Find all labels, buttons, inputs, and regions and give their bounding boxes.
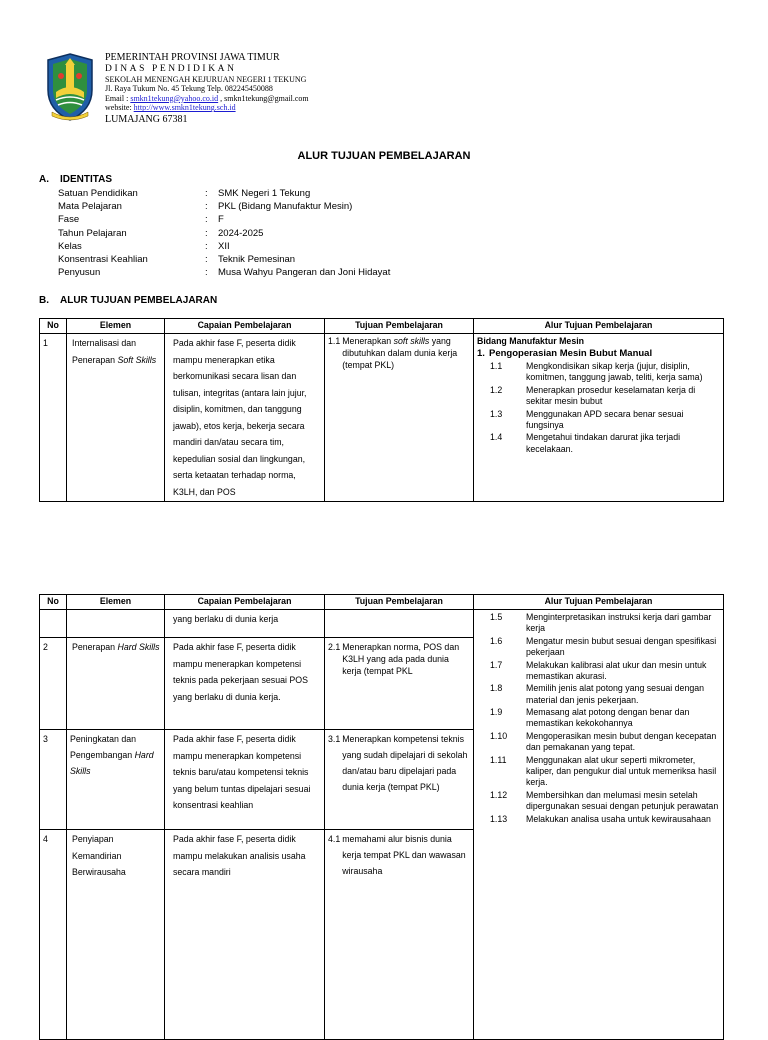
elemen-cell (67, 730, 165, 830)
section-a-title: IDENTITAS (60, 174, 113, 185)
row-number: 2 (40, 638, 67, 730)
alur-sub-number: 1. (477, 348, 485, 359)
alur-cell (474, 610, 724, 1040)
alur-item (477, 814, 720, 825)
alur-item-number: 1.5 (490, 612, 503, 622)
identity-row (58, 240, 390, 253)
agency-name: DINAS PENDIDIKAN (105, 64, 237, 74)
alur-item (477, 707, 720, 729)
alur-item-text: Mengkondisikan sikap kerja (jujur, disiplin, komitmen, tanggung jawab, teliti, kerja sama) (526, 361, 703, 383)
alur-item (477, 683, 720, 705)
elemen-cell: Penyiapan Kemandirian Berwirausaha (67, 830, 165, 1040)
tujuan-cell (325, 334, 474, 502)
alur-item-number: 1.11 (490, 754, 507, 765)
identity-row (58, 227, 390, 240)
identity-row (58, 200, 390, 213)
alur-item-text: Mengatur mesin bubut sesuai dengan spesifikasi pekerjaan (526, 635, 717, 657)
header-alur: Alur Tujuan Pembelajaran (474, 319, 724, 334)
table-row (40, 610, 724, 638)
tujuan-text: memahami alur bisnis dunia kerja tempat PKL dan wawasan wirausaha (342, 834, 466, 876)
header-tujuan: Tujuan Pembelajaran (325, 595, 474, 610)
alur-item-number: 1.7 (490, 659, 503, 670)
tujuan-cell (325, 730, 474, 830)
row-number: 1 (40, 334, 67, 502)
section-b-number: B. (39, 295, 49, 306)
alur-item-text: Melakukan analisa usaha untuk kewirausahaan (526, 813, 711, 824)
header-capaian: Capaian Pembelajaran (165, 595, 325, 610)
tujuan-item (328, 731, 470, 795)
elemen-text: Peningkatan dan Pengembangan (70, 734, 137, 760)
identity-label: Satuan Pendidikan (58, 188, 138, 199)
header-tujuan: Tujuan Pembelajaran (325, 319, 474, 334)
email-primary-link[interactable]: smkn1tekung@yahoo.co.id (130, 93, 219, 103)
elemen-text: Penerapan (72, 642, 118, 652)
atp-table-page-1 (39, 318, 724, 502)
identity-colon: : (205, 240, 208, 252)
elemen-cell (67, 610, 165, 638)
alur-item-number: 1.1 (490, 361, 503, 371)
identity-value: XII (218, 240, 230, 252)
identity-colon: : (205, 201, 208, 213)
alur-item (477, 612, 720, 634)
tujuan-number: 4.1 (328, 834, 341, 844)
alur-item-text: Memasang alat potong dengan benar dan memastikan kekokohannya (526, 707, 690, 729)
capaian-cell: Pada akhir fase F, peserta didik mampu menerapkan etika berkomunikasi secara lisan dan tulisan, integritas (antara lain jujur, disiplin, komitmen, dan tanggung jawab), etos kerja, bekerja secara mandiri dan/atau secara tim, kepedulian sosial dan lingkungan, serta ketaatan terhadap norma, K3LH, dan POS (165, 334, 325, 502)
east-java-emblem-icon (44, 52, 96, 122)
email-separator: , (220, 93, 223, 103)
alur-item-number: 1.4 (490, 432, 503, 443)
alur-item-number: 1.6 (490, 635, 503, 646)
alur-item-text: Menggunakan alat ukur seperti mikrometer, kaliper, dan pengukur dial untuk memeriksa hasil kerja. (526, 754, 717, 788)
section-b-title: ALUR TUJUAN PEMBELAJARAN (60, 295, 218, 306)
identity-label: Tahun Pelajaran (58, 227, 127, 239)
table-header-row (40, 595, 724, 610)
row-number: 4 (40, 830, 67, 1040)
alur-item-number: 1.13 (490, 813, 508, 824)
alur-item-text: Mengoperasikan mesin bubut dengan kecepatan dan pemakanan yang tepat. (526, 730, 717, 753)
identity-colon: : (205, 227, 208, 239)
table-header-row (40, 319, 724, 334)
alur-item-number: 1.10 (490, 730, 508, 741)
elemen-cell (67, 334, 165, 502)
alur-item-text: Menginterpretasikan instruksi kerja dari gambar kerja (526, 612, 712, 634)
tujuan-text-c: yang dibutuhkan dalam dunia kerja (tempat PKL) (342, 336, 458, 370)
website-label: website: (105, 103, 132, 113)
school-name: SEKOLAH MENENGAH KEJURUAN NEGERI 1 TEKUNG (105, 75, 307, 84)
identity-value: F (218, 214, 224, 226)
identity-label: Konsentrasi Keahlian (58, 253, 148, 265)
alur-item-number: 1.3 (490, 408, 503, 419)
alur-item (477, 409, 720, 431)
section-b-heading (39, 295, 217, 306)
alur-item (477, 731, 720, 753)
alur-heading: Bidang Manufaktur Mesin (477, 336, 585, 346)
alur-item-text: Menerapkan prosedur keselamatan kerja di sekitar mesin bubut (526, 384, 696, 406)
website-link[interactable]: http://www.smkn1tekung.sch.id (133, 103, 236, 113)
identity-colon: : (205, 253, 208, 265)
tujuan-text: Menerapkan norma, POS dan K3LH yang ada pada dunia kerja (tempat PKL (342, 642, 460, 676)
alur-item (477, 660, 720, 682)
elemen-italic-text: Hard Skills (117, 642, 160, 652)
identity-value: Teknik Pemesinan (218, 253, 296, 265)
identity-colon: : (205, 267, 208, 279)
government-name: PEMERINTAH PROVINSI JAWA TIMUR (105, 52, 280, 63)
identity-label: Kelas (58, 240, 82, 252)
header-elemen: Elemen (67, 319, 165, 334)
row-number (40, 610, 67, 638)
tujuan-item (328, 639, 470, 677)
alur-item (477, 385, 720, 407)
tujuan-cell (325, 610, 474, 638)
table-row (40, 334, 724, 502)
website-line (105, 103, 309, 112)
alur-sub-title: Pengoperasian Mesin Bubut Manual (489, 348, 653, 359)
identity-label: Mata Pelajaran (58, 201, 122, 213)
elemen-text: Internalisasi dan Penerapan (72, 338, 137, 365)
alur-item (477, 755, 720, 789)
tujuan-number: 1.1 (328, 336, 341, 346)
capaian-cell: yang berlaku di dunia kerja (165, 610, 325, 638)
header-no: No (40, 595, 67, 610)
letterhead (44, 52, 724, 132)
identity-row (58, 187, 390, 200)
email-secondary: smkn1tekung@gmail.com (224, 93, 309, 103)
alur-item-number: 1.12 (490, 789, 508, 800)
tujuan-text: Menerapkan kompetensi teknis yang sudah dipelajari di sekolah dan/atau baru dipelajari pada dunia kerja (tempat PKL) (342, 734, 468, 792)
identity-row (58, 266, 390, 279)
elemen-cell (67, 638, 165, 730)
alur-item (477, 361, 720, 383)
alur-cell (474, 334, 724, 502)
tujuan-cell (325, 830, 474, 1040)
alur-item-number: 1.8 (490, 683, 503, 694)
section-a-number: A. (39, 174, 49, 185)
city: LUMAJANG 67381 (105, 113, 188, 125)
alur-item-text: Melakukan kalibrasi alat ukur dan mesin untuk memastikan akurasi. (526, 659, 707, 681)
identity-label: Fase (58, 214, 80, 226)
alur-item-text: Menggunakan APD secara benar sesuai fungsinya (526, 408, 684, 430)
header-elemen: Elemen (67, 595, 165, 610)
identity-value: 2024-2025 (218, 227, 264, 239)
section-a-heading (39, 174, 112, 185)
identity-value: PKL (Bidang Manufaktur Mesin) (218, 201, 353, 213)
tujuan-number: 2.1 (328, 642, 341, 652)
capaian-cell: Pada akhir fase F, peserta didik mampu menerapkan kompetensi teknis baru/atau kompetensi teknis yang belum tuntas dipelajari sesuai konsentrasi keahlian (165, 730, 325, 830)
alur-item-text: Membersihkan dan melumasi mesin setelah dipergunakan sesuai dengan petunjuk perawatan (526, 789, 719, 811)
capaian-cell: Pada akhir fase F, peserta didik mampu melakukan analisis usaha secara mandiri (165, 830, 325, 1040)
tujuan-item (328, 335, 470, 371)
email-line (105, 94, 309, 103)
header-capaian: Capaian Pembelajaran (165, 319, 325, 334)
identity-value: Musa Wahyu Pangeran dan Joni Hidayat (218, 267, 391, 279)
atp-table-page-2 (39, 594, 724, 1040)
tujuan-text (342, 335, 470, 371)
alur-item-number: 1.2 (490, 384, 503, 395)
tujuan-item (328, 831, 470, 879)
identity-row (58, 213, 390, 226)
capaian-cell: Pada akhir fase F, peserta didik mampu menerapkan kompetensi teknis pada pekerjaan sesuai POS yang berlaku di dunia kerja. (165, 638, 325, 730)
identity-colon: : (205, 188, 208, 199)
alur-item-text: Memilih jenis alat potong yang sesuai dengan material dan jenis pekerjaan. (526, 683, 705, 705)
alur-item-number: 1.9 (490, 707, 503, 718)
school-address: Jl. Raya Tukum No. 45 Tekung Telp. 082245450088 (105, 84, 273, 94)
email-label: Email : (105, 93, 129, 103)
alur-item (477, 432, 720, 454)
alur-subheading (477, 347, 720, 361)
tujuan-number: 3.1 (328, 734, 341, 744)
identity-label: Penyusun (58, 267, 101, 279)
tujuan-cell (325, 638, 474, 730)
header-no: No (40, 319, 67, 334)
alur-item-text: Mengetahui tindakan darurat jika terjadi kecelakaan. (526, 432, 681, 454)
identity-list (58, 187, 390, 279)
identity-row (58, 253, 390, 266)
document-title: ALUR TUJUAN PEMBELAJARAN (297, 150, 471, 162)
tujuan-text-a: Menerapkan (342, 336, 394, 346)
alur-item (477, 790, 720, 812)
identity-value: SMK Negeri 1 Tekung (218, 188, 311, 199)
row-number: 3 (40, 730, 67, 830)
header-alur: Alur Tujuan Pembelajaran (474, 595, 724, 610)
letterhead-text (105, 52, 309, 126)
alur-item (477, 636, 720, 658)
tujuan-italic-text: soft skills (393, 336, 430, 346)
elemen-italic-text: Hard Skills (70, 750, 154, 776)
identity-colon: : (205, 214, 208, 226)
elemen-italic-text: Soft Skills (117, 354, 157, 365)
